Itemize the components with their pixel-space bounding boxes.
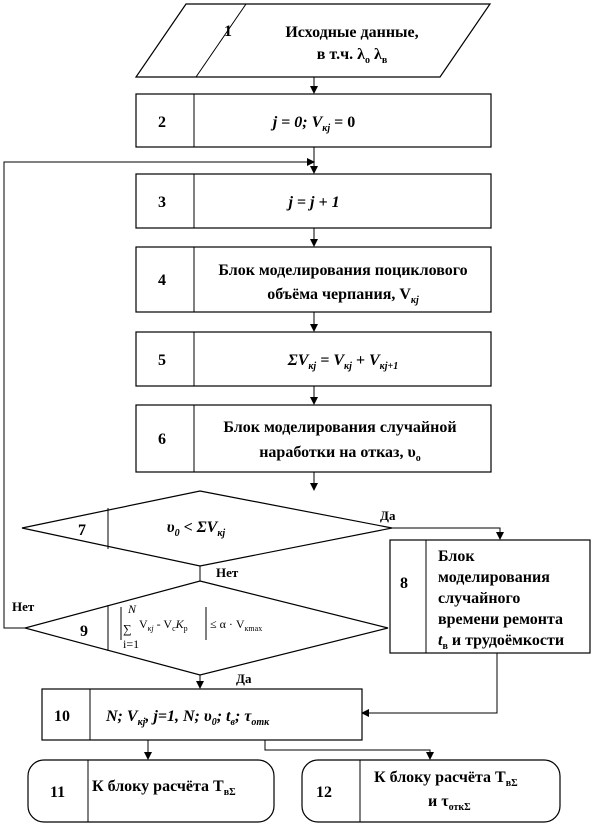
block-8-repair-model xyxy=(390,540,590,653)
arrow-10-12 xyxy=(265,740,430,759)
block-12-line2: и $\tau_{отк\Sigma}$ xyxy=(428,793,471,813)
block-7-condition: $\upsilon_0 < \Sigma V_{кj}$ xyxy=(166,519,226,539)
arrow-8-10 xyxy=(362,653,497,713)
block-4-number: 4 xyxy=(158,272,166,289)
block-11-text: К блоку расчёта $T_{в\Sigma}$ xyxy=(92,778,236,798)
block-9-formula: $V_{кj} - V_сK_р$ xyxy=(139,617,188,633)
block-12-line1: К блоку расчёта $T_{в\Sigma}$ xyxy=(374,769,518,789)
block-5-number: 5 xyxy=(158,352,166,369)
block-9-formula-rhs: ≤ $\alpha \cdot V_{кmax}$ xyxy=(210,617,263,633)
block-1-line2: в т.ч. $\lambda_о$ $\lambda_в$ xyxy=(316,46,388,66)
sum-upper-limit: N xyxy=(128,602,137,616)
block-11-number: 11 xyxy=(50,784,66,801)
label-no-7: Нет xyxy=(216,565,239,580)
sum-lower-limit: i=1 xyxy=(123,637,140,651)
block-4-line2: объёма черпания, $V_{кj}$ xyxy=(267,286,419,306)
block-8-line4: времени ремонта xyxy=(438,611,564,628)
block-10-number: 10 xyxy=(54,708,70,725)
block-5-text: $\Sigma V_{кj} = V_{кj} + V_{кj+1}$ xyxy=(287,352,399,372)
block-1-number: 1 xyxy=(224,23,232,40)
block-2-init xyxy=(136,94,491,147)
block-4-line1: Блок моделирования поциклового xyxy=(218,262,468,279)
block-3-number: 3 xyxy=(158,194,166,211)
block-10-text: N; $V_{кj}$, j=1, N; $\upsilon_0$; $t_в$; $\tau_{отк}$ xyxy=(106,708,270,728)
block-6-line2: наработки на отказ, $\upsilon_о$ xyxy=(259,444,421,464)
block-7-number: 7 xyxy=(78,522,86,539)
block-12-terminal xyxy=(302,760,560,822)
block-8-number: 8 xyxy=(400,575,408,592)
block-8-line3: случайного xyxy=(438,590,521,607)
block-6-number: 6 xyxy=(158,431,166,448)
block-11-terminal xyxy=(28,760,274,822)
arrow-7-8 xyxy=(392,528,500,539)
block-9-decision xyxy=(25,581,388,675)
label-yes-9: Да xyxy=(236,671,252,686)
block-4-volume-model xyxy=(136,247,491,312)
block-10-output xyxy=(42,689,362,740)
block-6-line1: Блок моделирования случайной xyxy=(223,419,457,436)
label-no-9: Нет xyxy=(12,599,35,614)
label-yes-7: Да xyxy=(380,508,396,523)
block-2-number: 2 xyxy=(158,114,166,131)
block-1-line1: Исходные данные, xyxy=(285,24,419,41)
block-8-line1: Блок xyxy=(438,548,475,565)
block-3-text: j = j + 1 xyxy=(288,194,340,211)
block-7-decision xyxy=(22,491,392,566)
arrow-9-loop xyxy=(4,162,314,628)
block-9-number: 9 xyxy=(80,623,88,640)
block-6-failure-model xyxy=(136,405,491,472)
block-3-increment xyxy=(136,174,491,228)
block-5-sum xyxy=(136,332,491,386)
block-2-text: j = 0; $V_{кj} = 0$ xyxy=(272,114,356,134)
block-12-number: 12 xyxy=(316,784,332,801)
block-8-line5: $t_в$ и трудоёмкости xyxy=(438,632,565,652)
block-8-line2: моделирования xyxy=(438,569,550,586)
block-1-input xyxy=(136,4,490,77)
sum-sign: ∑ xyxy=(123,622,132,636)
